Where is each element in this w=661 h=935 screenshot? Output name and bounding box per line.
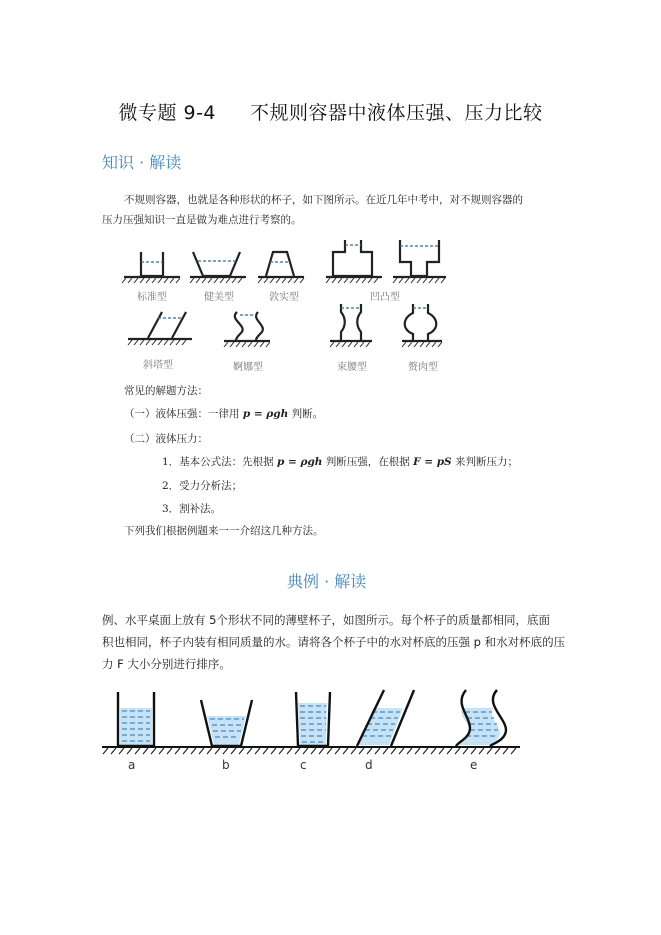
cup-label-c: c xyxy=(300,758,307,772)
method-2-sub-2: 2．受力分析法； xyxy=(162,480,243,492)
method-2-sub-3: 3．割补法。 xyxy=(162,503,222,515)
shape-label-sturdy: 敦实型 xyxy=(269,292,299,303)
example-line-2: 积也相同，杯子内装有相同质量的水。请将各个杯子中的水对杯底的压强 p 和水对杯底的压 xyxy=(102,635,566,649)
shape-label-fit: 健美型 xyxy=(204,292,234,303)
cup-label-b: b xyxy=(222,758,230,772)
shape-label-graceful: 婀娜型 xyxy=(233,362,263,373)
shape-label-concave-convex: 凹凸型 xyxy=(370,292,400,303)
page-title: 微专题 9-4 不规则容器中液体压强、压力比较 xyxy=(118,102,543,124)
shape-label-bulging: 赘肉型 xyxy=(408,362,438,373)
example-line-1: 例、水平桌面上放有 5个形状不同的薄壁杯子，如图所示。每个杯子的质量都相同，底面 xyxy=(102,613,550,627)
method-1: （一）液体压强：一律用 p = ρgh 判断。 xyxy=(124,408,324,420)
shape-label-standard: 标准型 xyxy=(137,292,167,303)
cup-label-d: d xyxy=(365,758,373,772)
shape-label-leaning: 斜塔型 xyxy=(143,360,173,371)
methods-closing: 下列我们根据例题来一一介绍这几种方法。 xyxy=(124,525,324,537)
methods-heading: 常见的解题方法： xyxy=(124,385,208,397)
section-heading-example: 典例 · 解读 xyxy=(287,572,367,591)
intro-line-2: 压力压强知识一直是做为难点进行考察的。 xyxy=(102,214,302,226)
method-2: （二）液体压力： xyxy=(124,433,208,445)
example-line-3: 力 F 大小分别进行排序。 xyxy=(102,657,231,671)
cup-label-a: a xyxy=(128,758,136,772)
shape-label-waisted: 束腰型 xyxy=(337,362,367,373)
cup-label-e: e xyxy=(470,758,478,772)
section-heading-knowledge: 知识 · 解读 xyxy=(102,153,182,172)
method-2-sub-1: 1．基本公式法：先根据 p = ρgh 判断压强，在根据 F = pS 来判断压力； xyxy=(162,456,518,468)
intro-line-1: 不规则容器，也就是各种形状的杯子，如下图所示。在近几年中考中，对不规则容器的 xyxy=(124,194,523,206)
